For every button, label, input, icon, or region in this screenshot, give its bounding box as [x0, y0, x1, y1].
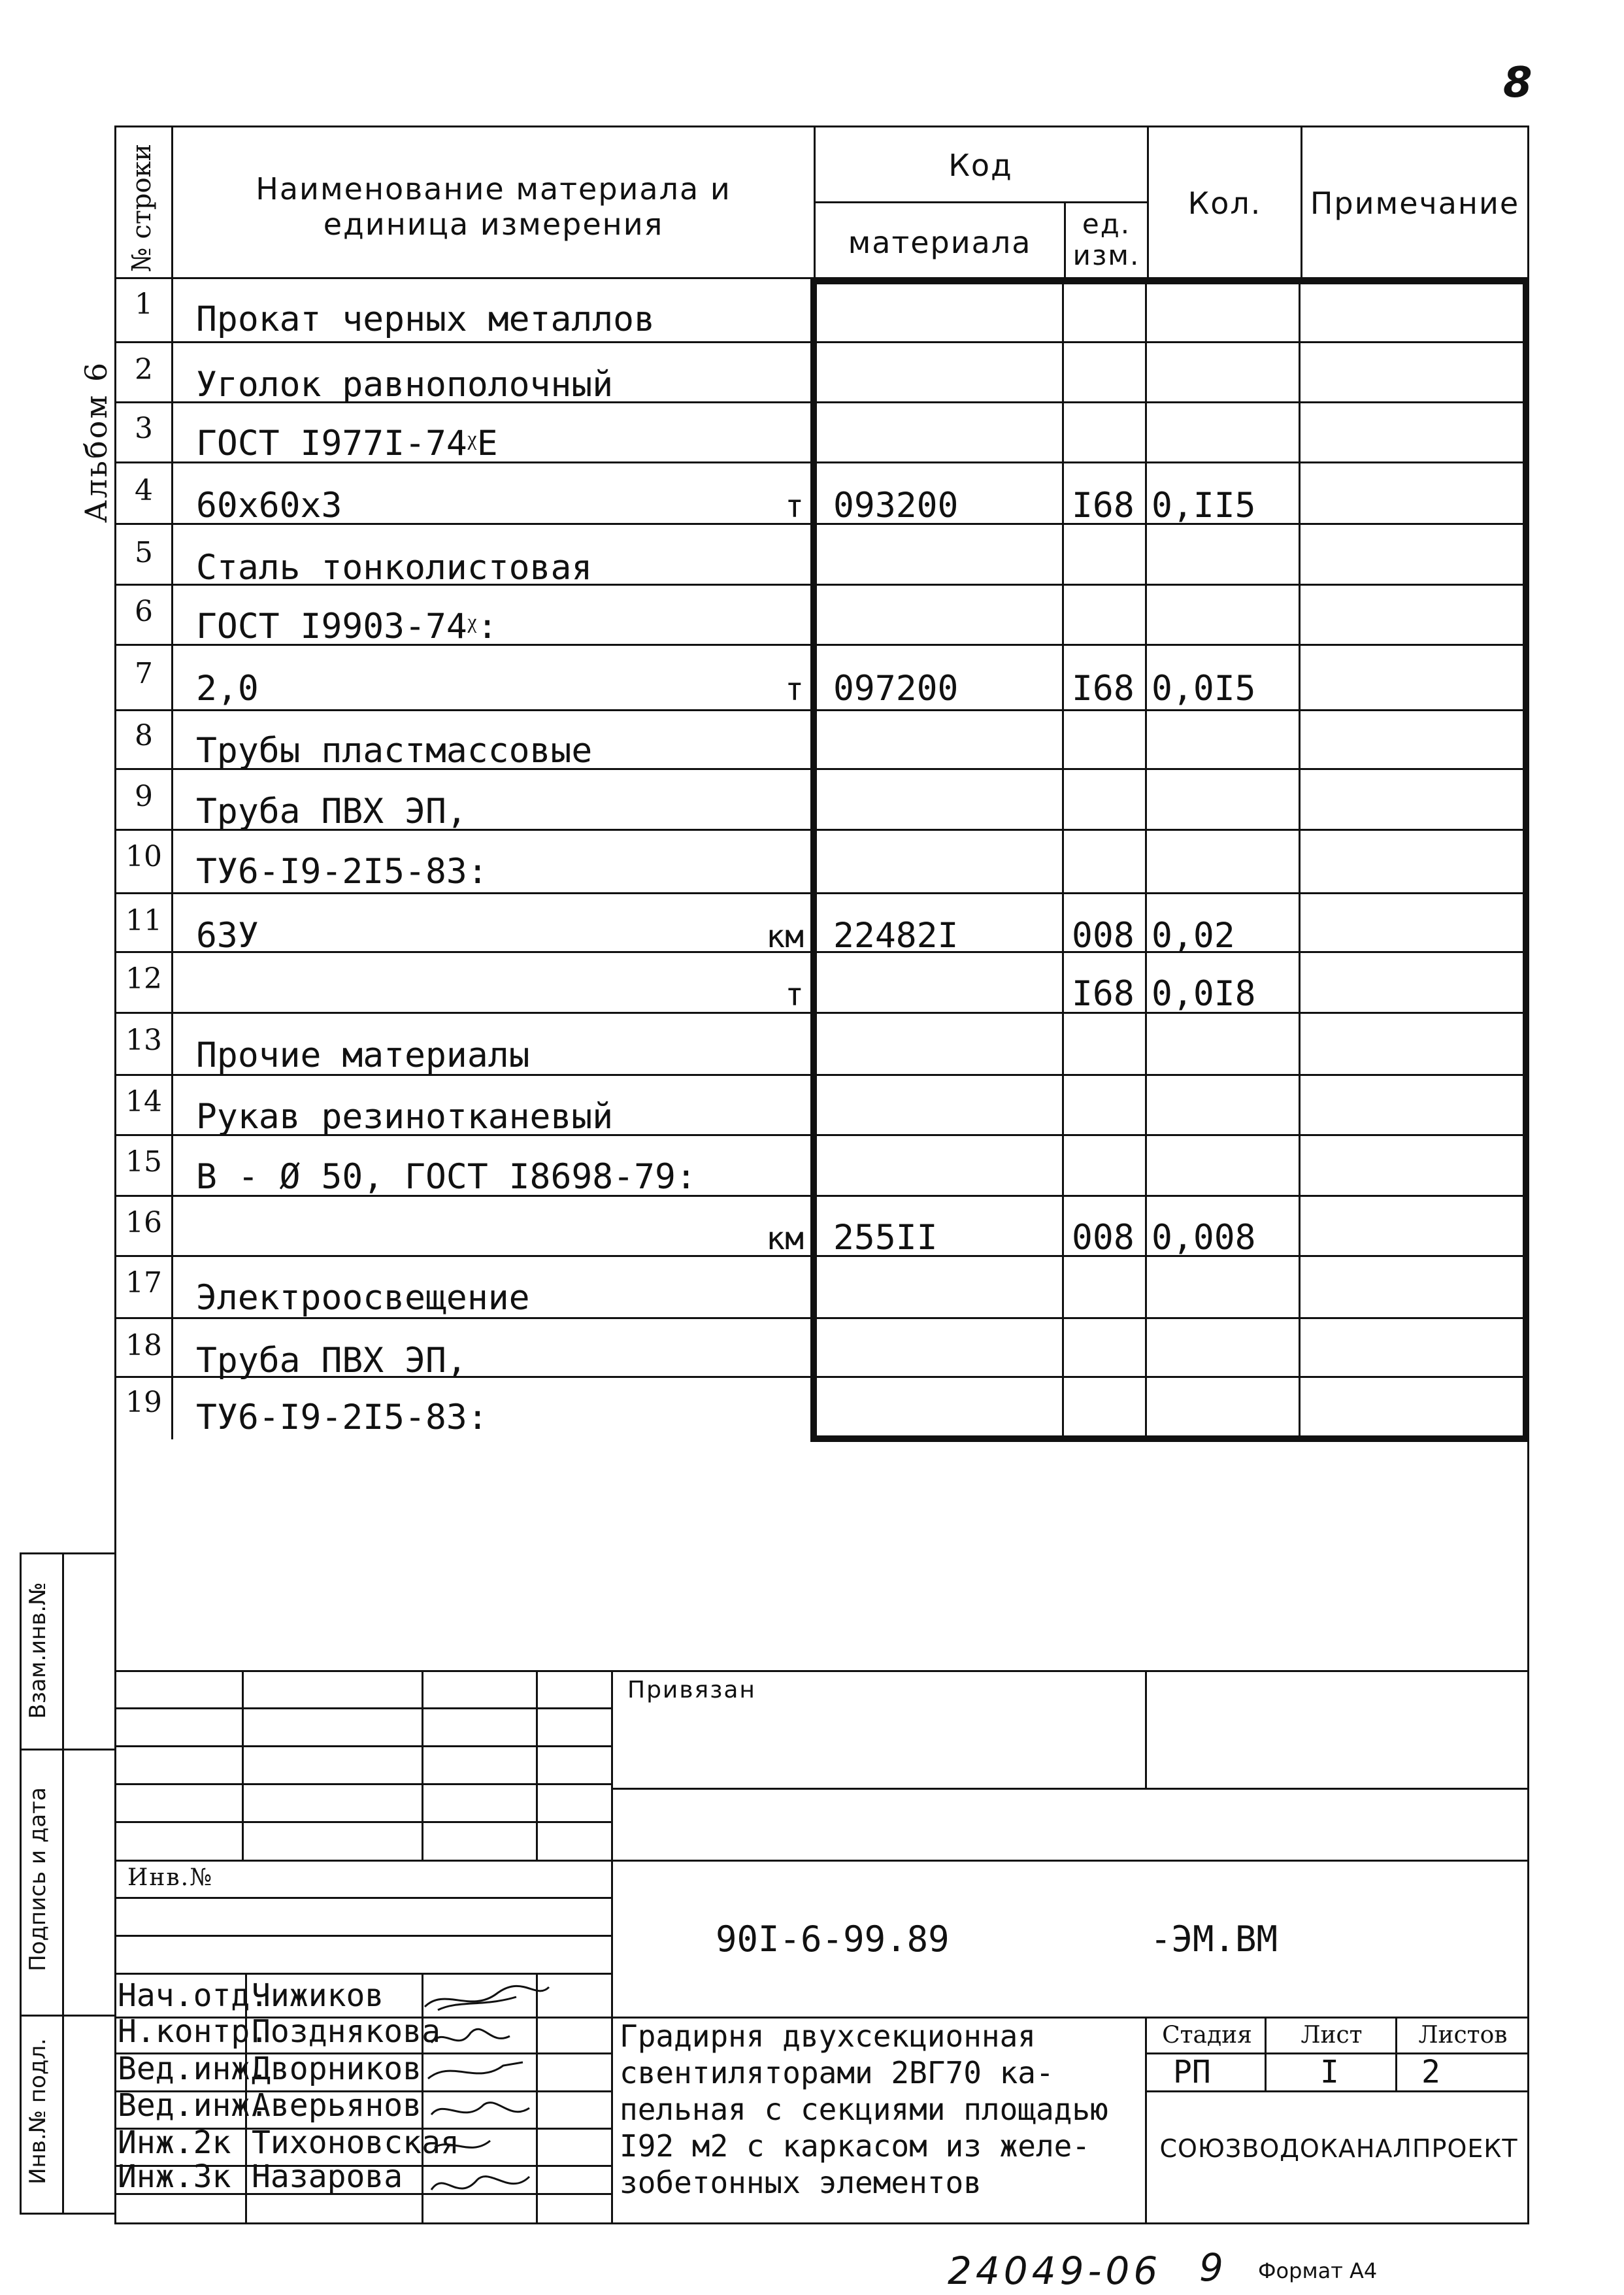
header-unit-line1: ед.	[1082, 208, 1131, 240]
row-qty: 0,008	[1152, 1218, 1256, 1258]
footer-format: Формат А4	[1258, 2258, 1378, 2283]
row-qty: 0,02	[1152, 916, 1235, 956]
row-name: Электроосвещение	[196, 1278, 530, 1318]
row-unit: т	[785, 977, 804, 1013]
page-number: 8	[1503, 59, 1533, 107]
row-number: 12	[125, 962, 162, 996]
row-name: 2,0	[196, 669, 259, 709]
row-name: Труба ПВХ ЭП,	[196, 1341, 467, 1381]
side-vzam-label: Взам.инв.№	[25, 1582, 51, 1719]
description-line: Градирня двухсекционная	[620, 2019, 1036, 2054]
row-number: 8	[135, 719, 153, 752]
staff-name: Дворников	[252, 2051, 422, 2087]
row-unit: км	[766, 1220, 804, 1257]
header-unit-line2: изм.	[1072, 239, 1140, 271]
row-unit-code: 008	[1072, 916, 1135, 956]
side-podpis-label: Подпись и дата	[25, 1787, 51, 1971]
doc-suffix: -ЭМ.ВМ	[1150, 1918, 1278, 1960]
row-name: В - Ø 50, ГОСТ I8698-79:	[196, 1157, 697, 1197]
row-number: 11	[125, 904, 162, 937]
signature-marks	[418, 1981, 575, 2229]
row-number: 6	[135, 595, 153, 628]
row-code: 255II	[833, 1218, 938, 1258]
row-number: 16	[125, 1206, 162, 1239]
sheets-value: 2	[1421, 2054, 1440, 2090]
row-unit-code: I68	[1072, 974, 1135, 1014]
footer-number: 24049-06	[948, 2249, 1162, 2293]
description-line: I92 м2 с каркасом из желе-	[620, 2128, 1091, 2164]
row-code: 097200	[833, 669, 959, 709]
header-code: Код	[948, 148, 1013, 183]
row-qty: 0,0I5	[1152, 669, 1256, 709]
description-line: свентиляторами 2ВГ70 ка-	[620, 2055, 1054, 2090]
staff-role: Вед.инж.	[118, 2051, 269, 2087]
sheet-value: I	[1320, 2054, 1339, 2090]
privyazan-label: Привязан	[627, 1677, 756, 1703]
staff-name: Тихоновская	[252, 2124, 459, 2161]
staff-name: Аверьянов	[252, 2087, 422, 2124]
row-number: 10	[125, 840, 162, 873]
row-number: 1	[135, 288, 153, 321]
row-name: Сталь тонколистовая	[196, 548, 593, 588]
row-unit: км	[766, 918, 804, 955]
row-name: ТУ6-I9-2I5-83:	[196, 852, 488, 892]
row-qty: 0,II5	[1152, 486, 1256, 526]
row-number: 14	[125, 1085, 162, 1118]
doc-code: 90I-6-99.89	[716, 1918, 950, 1960]
row-unit-code: I68	[1072, 486, 1135, 526]
row-number: 13	[125, 1024, 162, 1057]
row-qty: 0,0I8	[1152, 974, 1256, 1014]
row-unit-code: I68	[1072, 669, 1135, 709]
row-name: 63У	[196, 916, 259, 956]
staff-role: Инж.3к	[118, 2158, 231, 2195]
row-name: Трубы пластмассовые	[196, 731, 593, 771]
stage-value: РП	[1173, 2054, 1211, 2090]
row-name: Прочие материалы	[196, 1035, 530, 1075]
row-name: Уголок равнополочный	[196, 365, 614, 405]
row-unit: т	[785, 671, 804, 708]
row-name: Труба ПВХ ЭП,	[196, 792, 467, 831]
footer-sheet: 9	[1199, 2245, 1223, 2290]
sheet-label: Лист	[1301, 2022, 1363, 2049]
row-number: 2	[135, 353, 153, 386]
row-number: 4	[135, 474, 153, 507]
header-note: Примечание	[1310, 186, 1520, 221]
staff-role: Вед.инж.	[118, 2087, 269, 2124]
staff-role: Инж.2к	[118, 2124, 231, 2161]
row-name: ГОСТ I977I-74ᵡЕ	[196, 424, 498, 463]
row-name: 60х60х3	[196, 486, 342, 526]
row-name: ГОСТ I9903-74ᵡ:	[196, 607, 498, 646]
row-name: Рукав резинотканевый	[196, 1097, 614, 1137]
header-material: материала	[848, 225, 1032, 260]
row-number: 19	[125, 1386, 162, 1419]
inv-no-label: Инв.№	[127, 1864, 214, 1891]
row-number: 18	[125, 1329, 162, 1362]
row-number: 7	[135, 657, 153, 690]
row-number: 3	[135, 412, 153, 445]
row-number: 5	[135, 536, 153, 569]
staff-role: Н.контр.	[118, 2013, 269, 2050]
row-code: 093200	[833, 486, 959, 526]
row-number: 9	[135, 780, 153, 813]
album-label: Альбом 6	[78, 360, 114, 523]
row-unit-code: 008	[1072, 1218, 1135, 1258]
header-name-line2: единица измерения	[323, 207, 664, 242]
row-name: ТУ6-I9-2I5-83:	[196, 1398, 488, 1437]
row-code: 22482I	[833, 916, 959, 956]
header-row-no: № строки	[127, 143, 157, 273]
sheets-label: Листов	[1418, 2022, 1508, 2049]
staff-name: Позднякова	[252, 2013, 440, 2050]
staff-name: Чижиков	[252, 1977, 384, 2014]
header-name-line1: Наименование материала и	[256, 171, 731, 207]
description-line: пельная с секциями площадью	[620, 2092, 1108, 2127]
row-number: 15	[125, 1145, 162, 1179]
row-number: 17	[125, 1266, 162, 1299]
row-name: Прокат черных металлов	[196, 299, 655, 339]
organization-name: СОЮЗВОДОКАНАЛПРОЕКТ	[1159, 2134, 1518, 2163]
header-qty: Кол.	[1187, 186, 1262, 221]
staff-role: Нач.отд.	[118, 1977, 269, 2014]
stage-label: Стадия	[1162, 2022, 1252, 2049]
description-line: зобетонных элементов	[620, 2165, 982, 2200]
side-inv-podl-label: Инв.№ подл.	[25, 2038, 51, 2185]
row-unit: т	[785, 488, 804, 525]
staff-name: Назарова	[252, 2158, 403, 2195]
